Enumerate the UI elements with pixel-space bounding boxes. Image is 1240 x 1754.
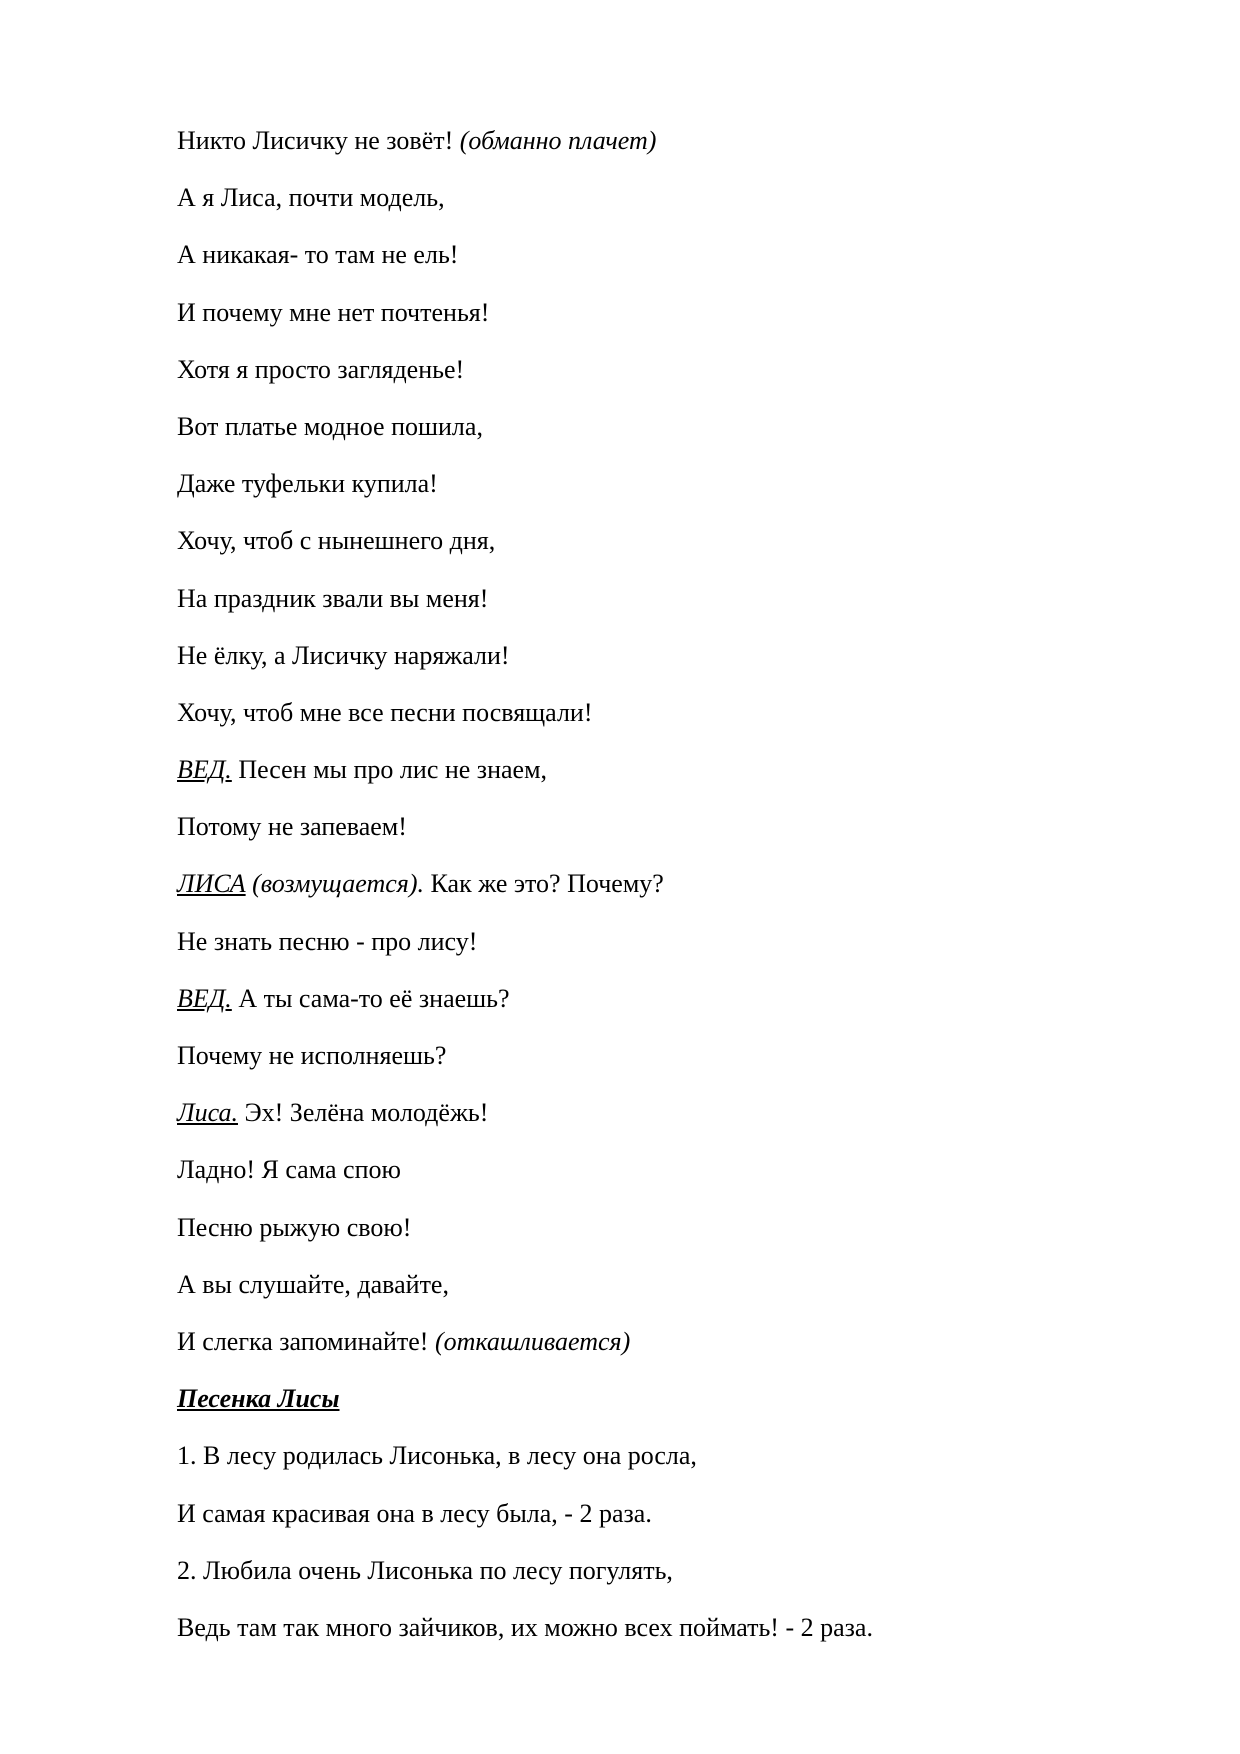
line-text: А ты сама-то её знаешь? [231,983,510,1013]
stage-direction: (возмущается). [245,869,425,899]
text-line-13 [177,798,1177,855]
text-line-8 [177,512,1177,569]
line-text: 1. В лесу родилась Лисонька, в лесу она росла, [177,1441,697,1471]
text-line-25 [177,1485,1177,1542]
line-text: Никто Лисичку не зовёт! [177,126,460,155]
line-text: Хочу, чтоб мне все песни посвящали! [177,697,593,727]
text-line-22 [177,1313,1177,1370]
text-line-12 [177,741,1177,798]
line-text: Эх! Зелёна молодёжь! [237,1098,489,1128]
line-text: Не знать песню - про лису! [177,926,478,956]
text-line-9 [177,570,1177,627]
text-line-21 [177,1256,1177,1313]
line-text: Песню рыжую свою! [177,1212,412,1242]
text-line-7 [177,455,1177,512]
line-text: Хочу, чтоб с нынешнего дня, [177,526,496,556]
line-text: Почему не исполняешь? [177,1041,447,1070]
speaker-label: ВЕД. [177,755,232,785]
line-text: Не ёлку, а Лисичку наряжали! [177,640,510,670]
text-line-15 [177,913,1177,970]
line-text: А я Лиса, почти модель, [177,183,445,213]
script-text [177,112,1177,1656]
line-text: И слегка запоминайте! [177,1326,435,1356]
line-text: 2. Любила очень Лисонька по лесу погулять, [177,1555,673,1585]
text-line-1 [177,112,1177,169]
stage-direction: (откашливается) [434,1326,631,1356]
text-line-16 [177,970,1177,1027]
text-line-24 [177,1427,1177,1484]
text-line-19 [177,1141,1177,1198]
line-text: А вы слушайте, давайте, [177,1269,449,1299]
text-line-20 [177,1199,1177,1256]
speaker-label: ВЕД. [177,983,232,1013]
line-text: Как же это? Почему? [424,869,664,899]
speaker-label: Лиса. [177,1098,238,1128]
line-text: Ведь там так много зайчиков, их можно всех поймать! - 2 раза. [177,1612,873,1642]
text-line-11 [177,684,1177,741]
line-text: Ладно! Я сама спою [177,1155,401,1185]
line-text: На праздник звали вы меня! [177,583,489,613]
text-line-26 [177,1542,1177,1599]
song-title: Песенка Лисы [177,1384,340,1414]
line-text: Хотя я просто загляденье! [177,354,465,384]
text-line-10 [177,627,1177,684]
text-line-3 [177,226,1177,283]
stage-direction: (обманно плачет) [459,126,657,155]
song-heading-line [177,1370,1177,1427]
speaker-label: ЛИСА [177,869,246,899]
line-text: Потому не запеваем! [177,812,407,842]
text-line-2 [177,169,1177,226]
text-line-27 [177,1599,1177,1656]
line-text: Даже туфельки купила! [177,469,438,499]
text-line-5 [177,341,1177,398]
text-line-6 [177,398,1177,455]
line-text: Песен мы про лис не знаем, [231,755,548,785]
line-text: А никакая- то там не ель! [177,240,459,270]
text-line-14 [177,855,1177,912]
line-text: И почему мне нет почтенья! [177,297,490,327]
text-line-18 [177,1084,1177,1141]
line-text: Вот платье модное пошила, [177,411,483,441]
line-text: И самая красивая она в лесу была, - 2 раза. [177,1498,652,1528]
text-line-4 [177,284,1177,341]
text-line-17 [177,1027,1177,1084]
